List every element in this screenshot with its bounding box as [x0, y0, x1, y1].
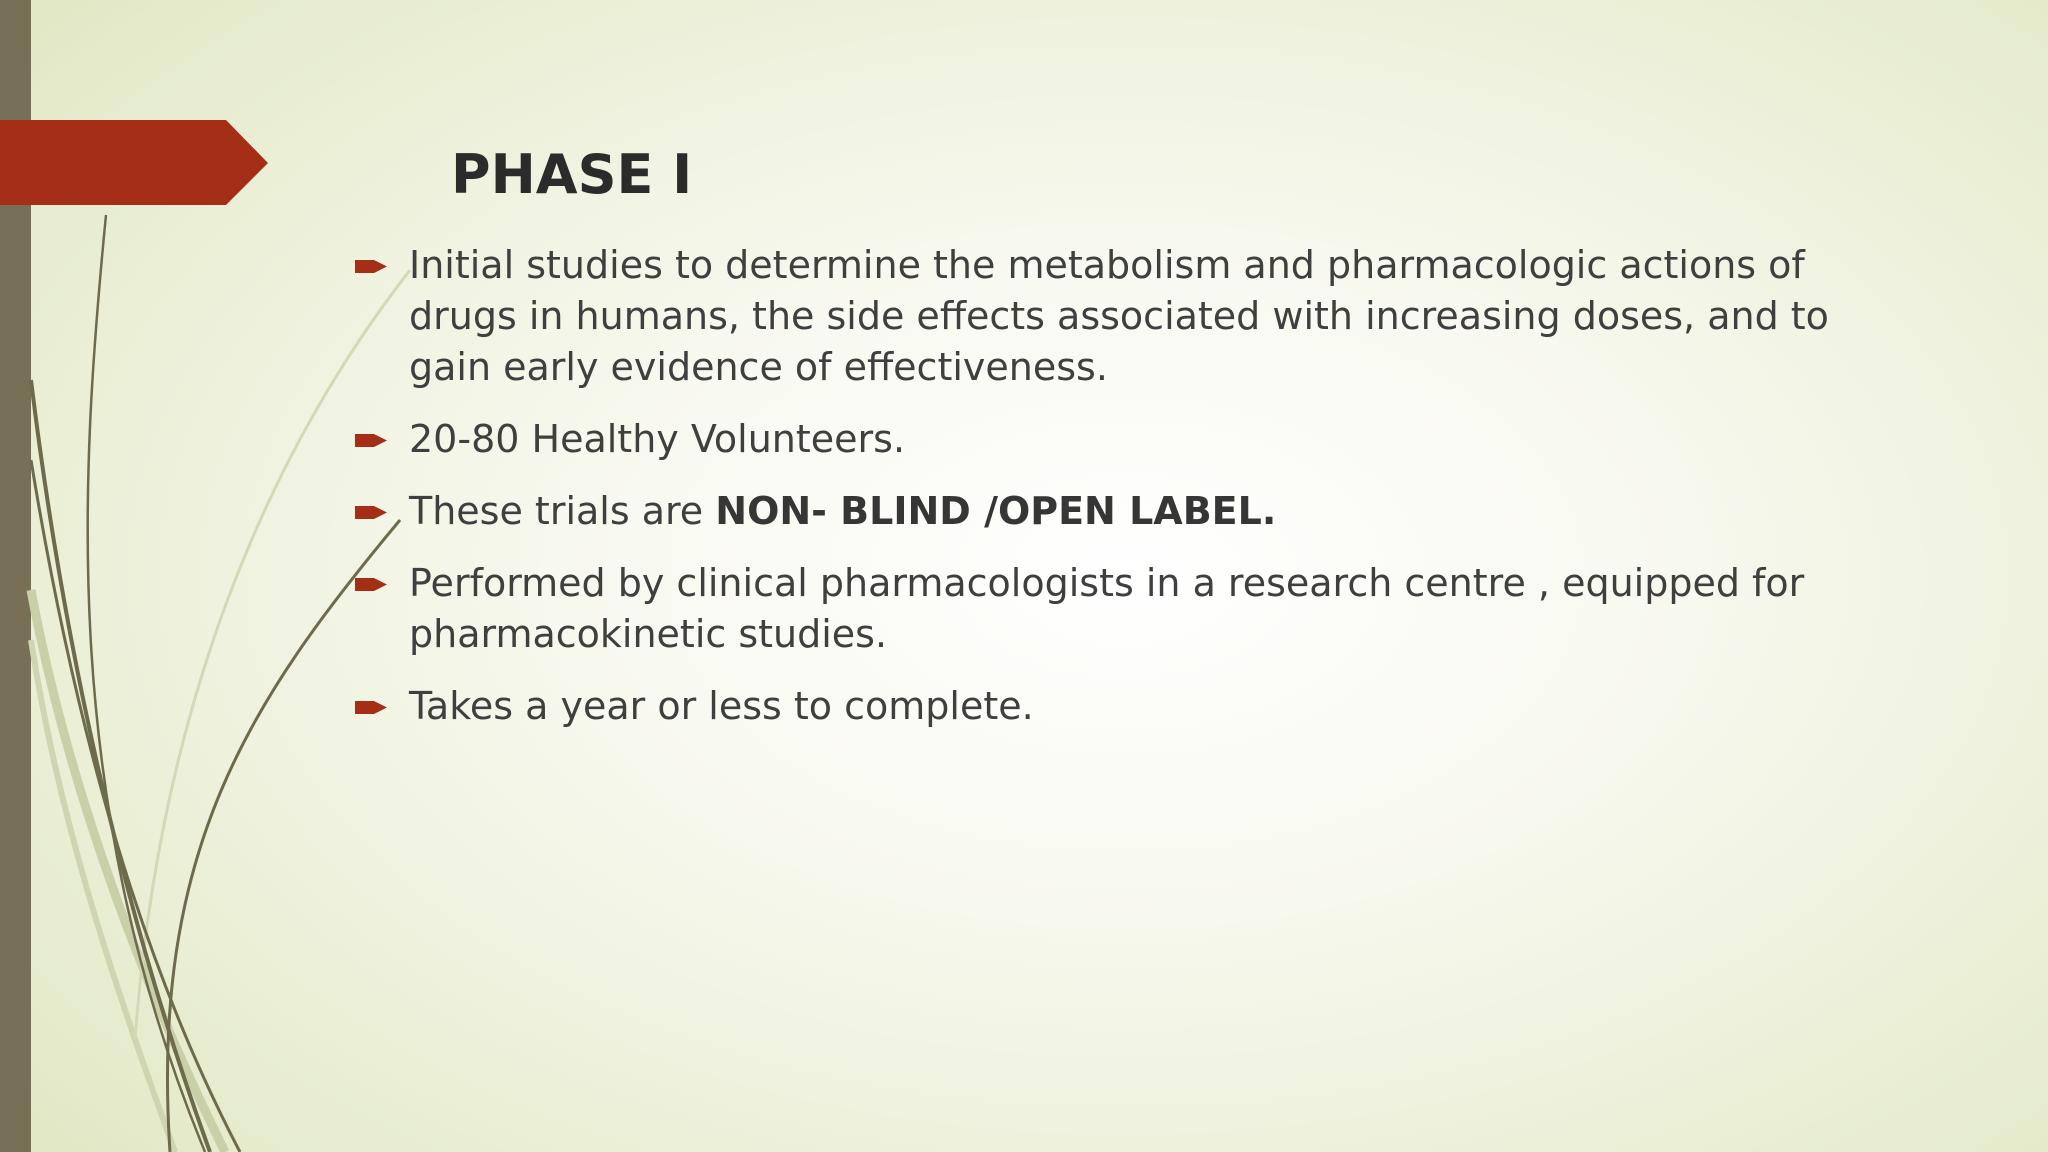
arrow-right-icon	[355, 431, 387, 450]
arrow-right-icon	[355, 698, 387, 717]
bullet-text: These trials are	[409, 489, 716, 533]
bullet-item	[355, 414, 1915, 465]
bullet-list	[355, 240, 1915, 753]
slide-title: PHASE I	[451, 143, 693, 206]
bullet-item	[355, 240, 1915, 393]
bullet-item	[355, 558, 1915, 660]
bullet-item	[355, 681, 1915, 732]
bullet-text: 20-80 Healthy Volunteers.	[409, 417, 906, 461]
bullet-text: Takes a year or less to complete.	[409, 684, 1034, 728]
left-accent-bar	[0, 0, 31, 1152]
bullet-item	[355, 486, 1915, 537]
arrow-right-icon	[355, 575, 387, 594]
bullet-text: Performed by clinical pharmacologists in a research centre , equipped for pharmacokinetic studies.	[409, 561, 1805, 656]
bullet-text-bold: NON- BLIND /OPEN LABEL.	[715, 489, 1277, 533]
bullet-text: Initial studies to determine the metabolism and pharmacologic actions of drugs in humans, the side effects associated with increasing doses, and to gain early evidence of effectiveness.	[409, 243, 1829, 389]
arrow-right-icon	[355, 257, 387, 276]
arrow-right-icon	[355, 503, 387, 522]
